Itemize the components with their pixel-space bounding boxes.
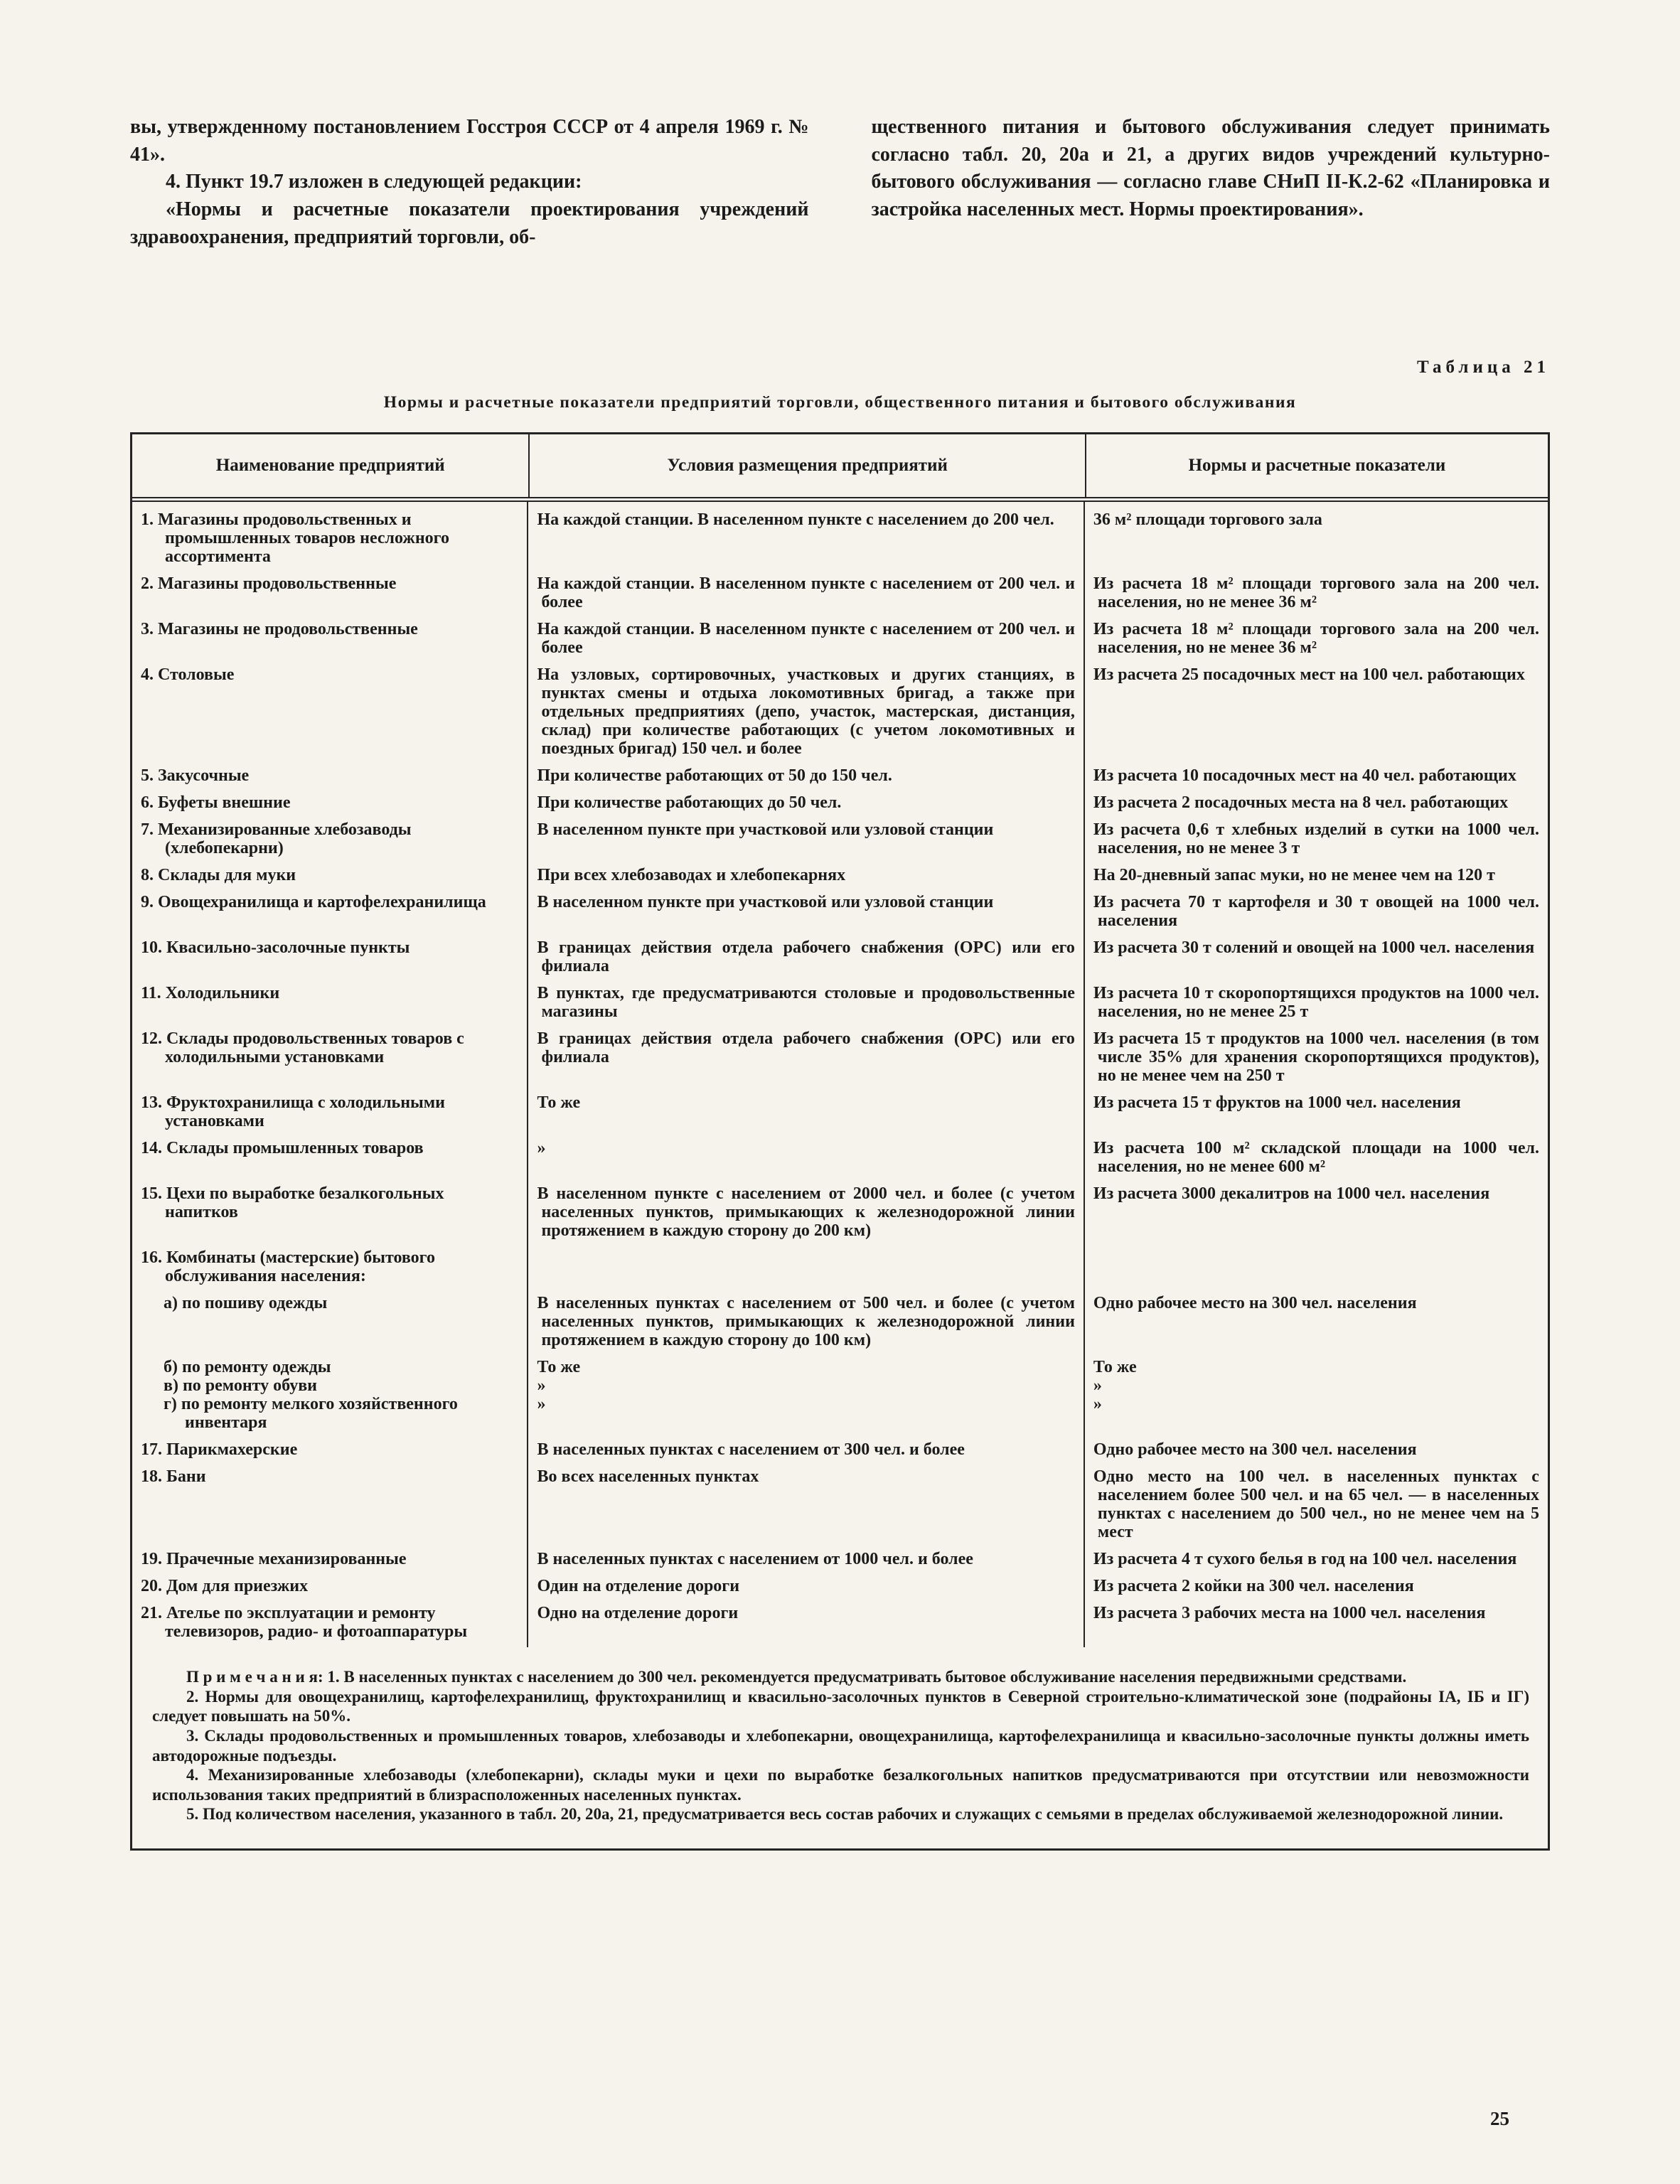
cell-condition bbox=[528, 936, 1084, 982]
cell-text: Один на отделение дороги bbox=[537, 1577, 740, 1596]
cell-text: В населенных пунктах с населением от 500 чел. и более (с учетом населенных пунктов, примыкающих к железнодорожной линии протяжением в каждую сторону до 100 км) bbox=[537, 1294, 1075, 1350]
table-row bbox=[132, 1182, 1548, 1246]
cell-text: Из расчета 25 посадочных мест на 100 чел. работающих bbox=[1093, 665, 1525, 685]
table-row bbox=[132, 1027, 1548, 1091]
paragraph: вы, утвержденному постановлением Госстроя СССР от 4 апреля 1969 г. № 41». bbox=[130, 116, 809, 166]
table-row bbox=[132, 982, 1548, 1027]
note-item: 5. Под количеством населения, указанного в табл. 20, 20а, 21, предусматривается весь состав рабочих и служащих с семьями в пределах обслуживаемой железнодорожной линии. bbox=[186, 1805, 1504, 1824]
cell-text: 9. Овощехранилища и картофелехранилища bbox=[141, 893, 486, 912]
column-header-norm: Нормы и расчетные показатели bbox=[1085, 434, 1548, 497]
cell-text: Из расчета 10 т скоропортящихся продуктов на 1000 чел. населения, но не менее 25 т bbox=[1093, 984, 1539, 1022]
cell-norm bbox=[1085, 764, 1548, 791]
note-item: 4. Механизированные хлебозаводы (хлебопекарни), склады муки и цехи по выработке безалкогольных напитков предусматриваются при отсутствии или невозможности использования таких предприятий в близрасположенных населенных пунктах. bbox=[152, 1766, 1529, 1804]
cell-text: Из расчета 15 т фруктов на 1000 чел. населения bbox=[1093, 1093, 1461, 1113]
column-header-condition: Условия размещения предприятий bbox=[528, 434, 1084, 497]
table-row bbox=[132, 618, 1548, 663]
cell-norm bbox=[1085, 572, 1548, 618]
cell-text: На 20-дневный запас муки, но не менее чем на 120 т bbox=[1093, 866, 1495, 885]
cell-name bbox=[132, 818, 528, 864]
cell-norm bbox=[1085, 618, 1548, 663]
table-row bbox=[132, 1602, 1548, 1647]
cell-text: Из расчета 15 т продуктов на 1000 чел. населения (в том числе 35% для хранения скоропортящихся продуктов), но не менее чем на 250 т bbox=[1093, 1029, 1539, 1086]
cell-condition bbox=[528, 663, 1084, 764]
cell-text: 16. Комбинаты (мастерские) бытового обслуживания населения: bbox=[141, 1248, 435, 1286]
cell-norm bbox=[1085, 1027, 1548, 1091]
cell-text: Из расчета 100 м² складской площади на 1000 чел. населения, но не менее 600 м² bbox=[1093, 1139, 1539, 1177]
cell-text: » bbox=[1093, 1395, 1102, 1414]
cell-norm bbox=[1085, 1246, 1548, 1292]
note-item bbox=[152, 1667, 1529, 1687]
table-row bbox=[132, 663, 1548, 764]
cell-condition bbox=[528, 1575, 1084, 1602]
note-item: 3. Склады продовольственных и промышленных товаров, хлебозаводы и хлебопекарни, овощехранилища, картофелехранилища и квасильно-засолочные пункты должны иметь автодорожные подъезды. bbox=[152, 1726, 1529, 1765]
cell-text: » bbox=[1093, 1376, 1102, 1396]
cell-name bbox=[132, 791, 528, 818]
table-notes bbox=[132, 1647, 1548, 1848]
cell-text: 12. Склады продовольственных товаров с холодильными установками bbox=[141, 1029, 464, 1067]
cell-norm bbox=[1085, 1356, 1548, 1438]
table-header-row bbox=[132, 434, 1548, 502]
cell-text: В пунктах, где предусматриваются столовые и продовольственные магазины bbox=[537, 984, 1075, 1022]
cell-text: Из расчета 4 т сухого белья в год на 100 чел. населения bbox=[1093, 1550, 1517, 1569]
cell-name bbox=[132, 764, 528, 791]
cell-text: В населенном пункте с населением от 2000 чел. и более (с учетом населенных пунктов, примыкающих к железнодорожной линии протяжением в каждую сторону до 200 км) bbox=[537, 1184, 1075, 1241]
cell-text: 17. Парикмахерские bbox=[141, 1440, 298, 1460]
cell-condition bbox=[528, 1027, 1084, 1091]
cell-text: На узловых, сортировочных, участковых и других станциях, в пунктах смены и отдыха локомотивных бригад, а также при отдельных предприятиях (депо, участок, мастерская, дистанция, склад) при количестве работающих (с учетом локомотивных и поездных бригад) 150 чел. и более bbox=[537, 665, 1075, 759]
cell-condition bbox=[528, 1182, 1084, 1246]
cell-name bbox=[132, 618, 528, 663]
cell-text: Из расчета 3000 декалитров на 1000 чел. населения bbox=[1093, 1184, 1490, 1204]
cell-condition bbox=[528, 1438, 1084, 1465]
cell-text: При количестве работающих до 50 чел. bbox=[537, 793, 842, 813]
cell-norm bbox=[1085, 982, 1548, 1027]
cell-text: Одно на отделение дороги bbox=[537, 1604, 739, 1623]
intro-left-column bbox=[130, 114, 809, 251]
cell-text: Из расчета 3 рабочих места на 1000 чел. населения bbox=[1093, 1604, 1486, 1623]
cell-condition bbox=[528, 572, 1084, 618]
cell-text: В границах действия отдела рабочего снабжения (ОРС) или его филиала bbox=[537, 938, 1075, 976]
cell-text: 1. Магазины продовольственных и промышленных товаров несложного ассортимента bbox=[141, 510, 449, 567]
cell-text: В населенном пункте при участковой или узловой станции bbox=[537, 820, 994, 840]
cell-condition bbox=[528, 1548, 1084, 1575]
cell-text: 8. Склады для муки bbox=[141, 866, 296, 885]
cell-norm bbox=[1085, 1137, 1548, 1182]
paragraph: щественного питания и бытового обслуживания следует принимать согласно табл. 20, 20а и 21, а других видов учреждений культурно-бытового обслуживания — согласно главе СНиП II-К.2-62 «Планировка и застройка населенных мест. Нормы проектирования». bbox=[871, 116, 1550, 220]
cell-text: Из расчета 10 посадочных мест на 40 чел. работающих bbox=[1093, 766, 1516, 786]
cell-text: 13. Фруктохранилища с холодильными установками bbox=[141, 1093, 445, 1131]
cell-name bbox=[132, 864, 528, 891]
cell-condition bbox=[528, 1465, 1084, 1548]
cell-text: 10. Квасильно-засолочные пункты bbox=[141, 938, 410, 958]
cell-condition bbox=[528, 1602, 1084, 1647]
cell-condition bbox=[528, 818, 1084, 864]
cell-name bbox=[132, 1602, 528, 1647]
cell-name bbox=[132, 1182, 528, 1246]
cell-norm bbox=[1085, 891, 1548, 936]
cell-name bbox=[132, 1137, 528, 1182]
cell-norm bbox=[1085, 1548, 1548, 1575]
cell-text: 2. Магазины продовольственные bbox=[141, 574, 397, 594]
table-row bbox=[132, 1548, 1548, 1575]
cell-condition bbox=[528, 618, 1084, 663]
cell-name bbox=[132, 982, 528, 1027]
cell-name bbox=[132, 1575, 528, 1602]
page-number: 25 bbox=[1490, 2108, 1509, 2129]
cell-text: При всех хлебозаводах и хлебопекарнях bbox=[537, 866, 846, 885]
intro-section bbox=[130, 114, 1550, 251]
cell-text: » bbox=[537, 1395, 546, 1414]
norms-table bbox=[130, 432, 1550, 1851]
cell-text: Из расчета 0,6 т хлебных изделий в сутки на 1000 чел. населения, но не менее 3 т bbox=[1093, 820, 1539, 858]
table-label: Таблица 21 bbox=[1416, 358, 1550, 378]
cell-norm bbox=[1085, 1438, 1548, 1465]
note-text: 1. В населенных пунктах с населением до 300 чел. рекомендуется предусматривать бытовое обслуживание населения передвижными средствами. bbox=[327, 1668, 1407, 1686]
cell-name bbox=[132, 1027, 528, 1091]
cell-text: » bbox=[537, 1376, 546, 1396]
cell-text: » bbox=[537, 1139, 546, 1158]
cell-text: 20. Дом для приезжих bbox=[141, 1577, 309, 1596]
table-row bbox=[132, 791, 1548, 818]
intro-right-column bbox=[872, 114, 1551, 251]
column-header-name: Наименование предприятий bbox=[215, 456, 445, 476]
cell-condition bbox=[528, 982, 1084, 1027]
cell-condition bbox=[528, 1091, 1084, 1137]
table-row bbox=[132, 1356, 1548, 1438]
cell-text: Из расчета 18 м² площади торгового зала на 200 чел. населения, но не менее 36 м² bbox=[1093, 620, 1539, 658]
cell-text: 5. Закусочные bbox=[141, 766, 250, 786]
cell-condition bbox=[528, 891, 1084, 936]
table-title: Нормы и расчетные показатели предприятий торговли, общественного питания и бытового обслуживания bbox=[383, 393, 1297, 412]
cell-norm bbox=[1085, 1465, 1548, 1548]
cell-condition bbox=[528, 764, 1084, 791]
cell-text: 4. Столовые bbox=[141, 665, 235, 685]
cell-text: В населенных пунктах с населением от 300 чел. и более bbox=[537, 1440, 965, 1460]
cell-norm bbox=[1085, 864, 1548, 891]
cell-text: 6. Буфеты внешние bbox=[141, 793, 291, 813]
cell-text: В населенных пунктах с населением от 1000 чел. и более bbox=[537, 1550, 973, 1569]
cell-condition bbox=[528, 791, 1084, 818]
cell-text: в) по ремонту обуви bbox=[164, 1376, 317, 1396]
cell-norm bbox=[1085, 1182, 1548, 1246]
table-row bbox=[132, 1292, 1548, 1356]
cell-name bbox=[132, 936, 528, 982]
cell-condition bbox=[528, 1246, 1084, 1292]
table-row bbox=[132, 818, 1548, 864]
cell-text: На каждой станции. В населенном пункте с населением до 200 чел. bbox=[537, 510, 1054, 530]
cell-name bbox=[132, 1292, 528, 1356]
cell-text: 14. Склады промышленных товаров bbox=[141, 1139, 424, 1158]
cell-name bbox=[132, 1438, 528, 1465]
cell-text: Одно место на 100 чел. в населенных пунктах с населением более 500 чел. и на 65 чел. — в населенных пунктах с населением до 500 чел., но не менее чем на 5 мест bbox=[1093, 1467, 1539, 1542]
cell-text: 19. Прачечные механизированные bbox=[141, 1550, 407, 1569]
cell-text: Из расчета 2 посадочных места на 8 чел. работающих bbox=[1093, 793, 1509, 813]
cell-norm bbox=[1085, 818, 1548, 864]
cell-text: В границах действия отдела рабочего снабжения (ОРС) или его филиала bbox=[537, 1029, 1075, 1067]
table-row bbox=[132, 502, 1548, 572]
table-row bbox=[132, 891, 1548, 936]
cell-condition bbox=[528, 502, 1084, 572]
cell-text: 11. Холодильники bbox=[141, 984, 280, 1003]
cell-text: 3. Магазины не продовольственные bbox=[141, 620, 418, 639]
cell-condition bbox=[528, 864, 1084, 891]
cell-text: г) по ремонту мелкого хозяйственного инвентаря bbox=[164, 1395, 458, 1433]
table-row bbox=[132, 936, 1548, 982]
table-row bbox=[132, 572, 1548, 618]
cell-norm bbox=[1085, 791, 1548, 818]
cell-condition bbox=[528, 1137, 1084, 1182]
cell-norm bbox=[1085, 1292, 1548, 1356]
cell-text: 36 м² площади торгового зала bbox=[1093, 510, 1322, 530]
cell-norm bbox=[1085, 1091, 1548, 1137]
cell-text: Из расчета 30 т солений и овощей на 1000 чел. населения bbox=[1093, 938, 1535, 958]
table-row bbox=[132, 1438, 1548, 1465]
cell-text: При количестве работающих от 50 до 150 чел. bbox=[537, 766, 892, 786]
cell-text: Из расчета 2 койки на 300 чел. населения bbox=[1093, 1577, 1414, 1596]
table-row bbox=[132, 1575, 1548, 1602]
cell-name bbox=[132, 1548, 528, 1575]
cell-text: В населенном пункте при участковой или узловой станции bbox=[537, 893, 994, 912]
cell-text: Из расчета 18 м² площади торгового зала на 200 чел. населения, но не менее 36 м² bbox=[1093, 574, 1539, 612]
cell-condition bbox=[528, 1292, 1084, 1356]
cell-name bbox=[132, 891, 528, 936]
cell-condition bbox=[528, 1356, 1084, 1438]
cell-text: На каждой станции. В населенном пункте с населением от 200 чел. и более bbox=[537, 574, 1075, 612]
cell-text: Во всех населенных пунктах bbox=[537, 1467, 759, 1487]
cell-name bbox=[132, 663, 528, 764]
cell-text: а) по пошиву одежды bbox=[164, 1294, 328, 1313]
table-row bbox=[132, 1246, 1548, 1292]
table-row bbox=[132, 764, 1548, 791]
cell-norm bbox=[1085, 936, 1548, 982]
cell-norm bbox=[1085, 1575, 1548, 1602]
cell-name bbox=[132, 1356, 528, 1438]
cell-text: 18. Бани bbox=[141, 1467, 206, 1487]
table-row bbox=[132, 1091, 1548, 1137]
cell-name bbox=[132, 1091, 528, 1137]
table-row bbox=[132, 1137, 1548, 1182]
paragraph: «Нормы и расчетные показатели проектирования учреждений здравоохранения, предприятий торговли, об- bbox=[130, 198, 809, 248]
table-row bbox=[132, 1465, 1548, 1548]
cell-name bbox=[132, 502, 528, 572]
cell-norm bbox=[1085, 663, 1548, 764]
cell-text: Одно рабочее место на 300 чел. населения bbox=[1093, 1294, 1417, 1313]
cell-text: То же bbox=[537, 1093, 581, 1113]
cell-text: Одно рабочее место на 300 чел. населения bbox=[1093, 1440, 1417, 1460]
cell-name bbox=[132, 1246, 528, 1292]
table-body bbox=[132, 502, 1548, 1647]
cell-text: 21. Ателье по эксплуатации и ремонту телевизоров, радио- и фотоаппаратуры bbox=[141, 1604, 468, 1642]
cell-text: 15. Цехи по выработке безалкогольных напитков bbox=[141, 1184, 444, 1222]
cell-name bbox=[132, 1465, 528, 1548]
cell-norm bbox=[1085, 1602, 1548, 1647]
note-item: 2. Нормы для овощехранилищ, картофелехранилищ, фруктохранилищ и квасильно-засолочных пунктов в Северной строительно-климатической зоне (подрайоны IА, IБ и IГ) следует повышать на 50%. bbox=[152, 1687, 1529, 1725]
table-row bbox=[132, 864, 1548, 891]
cell-norm bbox=[1085, 502, 1548, 572]
notes-label: П р и м е ч а н и я: bbox=[186, 1668, 323, 1686]
paragraph: 4. Пункт 19.7 изложен в следующей редакции: bbox=[166, 171, 582, 193]
cell-text: То же bbox=[537, 1358, 581, 1377]
cell-text: 7. Механизированные хлебозаводы (хлебопекарни) bbox=[141, 820, 412, 858]
cell-text: б) по ремонту одежды bbox=[164, 1358, 331, 1377]
cell-text: На каждой станции. В населенном пункте с населением от 200 чел. и более bbox=[537, 620, 1075, 658]
cell-name bbox=[132, 572, 528, 618]
cell-text: Из расчета 70 т картофеля и 30 т овощей на 1000 чел. населения bbox=[1093, 893, 1539, 931]
cell-text: То же bbox=[1093, 1358, 1137, 1377]
